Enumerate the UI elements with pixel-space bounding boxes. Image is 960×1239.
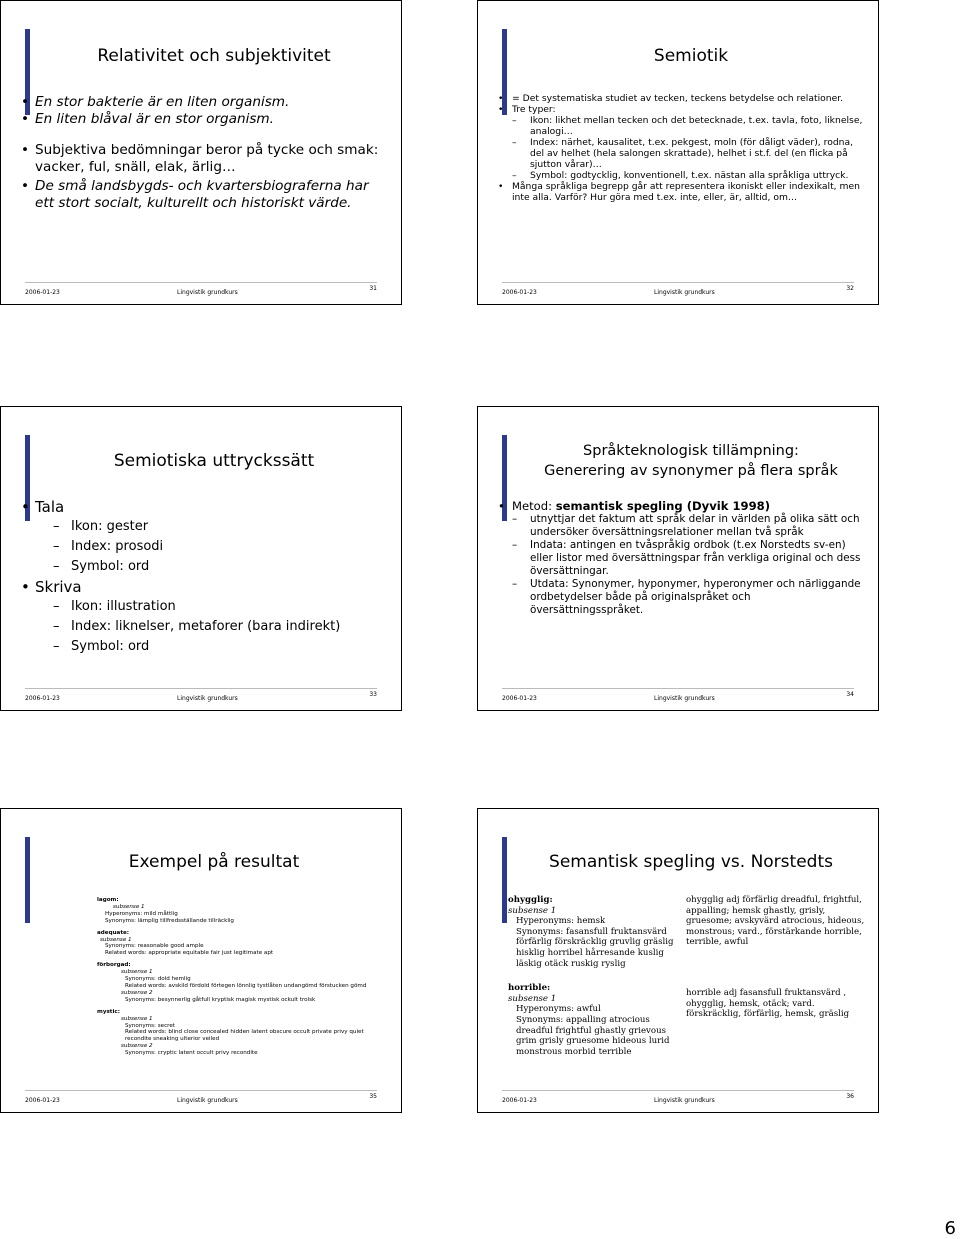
list-item: – Ikon: gester xyxy=(71,517,389,537)
slide-footer xyxy=(502,688,854,703)
subsense-label: subsense 1 xyxy=(121,969,153,976)
slide-title: Exempel på resultat xyxy=(128,852,300,872)
slide-35 xyxy=(0,808,402,1113)
slide-footer xyxy=(25,1090,377,1105)
entry-line: Related words: avskild fördold förtegen lönnlig tystlåten undangömd förstucken gömd xyxy=(125,982,367,989)
slide-title: Relativitet och subjektivitet xyxy=(97,46,331,66)
list-item: • De små landsbygds- och kvartersbiograferna har ett stort socialt, kulturellt och historiskt värde. xyxy=(35,178,389,212)
list-item: • Tre typer: xyxy=(512,104,866,115)
list-item: • Subjektiva bedömningar beror på tycke och smak: vacker, ful, snäll, elak, ärlig… xyxy=(35,142,389,176)
norstedts-entries xyxy=(686,895,870,1020)
accent-bar xyxy=(25,837,30,923)
slide-number: 32 xyxy=(846,285,854,292)
list-item: • = Det systematiska studiet av tecken, teckens betydelse och relationer. xyxy=(512,93,866,104)
footer-course: Lingvistik grundkurs xyxy=(177,289,238,296)
entry-word: lagom: xyxy=(97,897,119,903)
entry-word: horrible: xyxy=(508,983,551,994)
slide-number: 36 xyxy=(846,1093,854,1100)
entry-line: Synonyms: secret xyxy=(125,1022,175,1029)
slide-content xyxy=(512,499,866,617)
subsense-label: subsense 1 xyxy=(113,903,145,910)
list-item: – Index: närhet, kausalitet, t.ex. pekgest, moln (för dåligt väder), rodna, del av helhet (hela salongen skrattade), helhet i st.f. del (en flicka på sjutton vårar)… xyxy=(530,137,866,170)
list-item: • Metod: semantisk spegling (Dyvik 1998) xyxy=(512,499,866,513)
slide-footer xyxy=(502,1090,854,1105)
dictionary-entry: ohygglig adj förfärlig dreadful, frightful, appalling; hemsk ghastly, grisly, gruesome; avskyvärd atrocious, hideous, monstrous; vard., förstärkande horrible, terrible, awful xyxy=(686,895,865,948)
entry-word: förborgad: xyxy=(97,962,131,969)
slide-title: Semiotiska uttryckssätt xyxy=(113,451,315,471)
list-item: – Index: liknelser, metaforer (bara indirekt) xyxy=(71,617,389,637)
footer-date: 2006-01-23 xyxy=(502,289,537,296)
footer-date: 2006-01-23 xyxy=(502,1097,537,1104)
entry-line: Hyperonyms: hemsk xyxy=(516,916,606,927)
accent-bar xyxy=(502,837,507,923)
footer-course: Lingvistik grundkurs xyxy=(654,1097,715,1104)
list-item: • Många språkliga begrepp går att representera ikoniskt eller indexikalt, men inte alla. Varför? Hur göra med t.ex. inte, eller, är, alltid, om… xyxy=(512,181,866,203)
slide-title: Semiotik xyxy=(653,46,729,66)
slide-title: Semantisk spegling vs. Norstedts xyxy=(549,852,833,872)
slide-title: Språkteknologisk tillämpning: Generering av synonymer på flera språk xyxy=(544,443,838,479)
slide-content xyxy=(97,897,389,1057)
list-item: – Symbol: ord xyxy=(71,637,389,657)
slide-36 xyxy=(477,808,879,1113)
subsense-label: subsense 1 xyxy=(508,993,557,1004)
slide-number: 31 xyxy=(369,285,377,292)
entry-line: Related words: appropriate equitable fair just legitimate apt xyxy=(105,950,274,957)
entry-line: Synonyms: besynnerlig gåtfull kryptisk magisk mystisk ockult trolsk xyxy=(125,996,316,1003)
dictionary-entry: horrible adj fasansfull fruktansvärd , ohygglig, hemsk, otäck; vard. förskräcklig, förfärlig, hemsk, gräslig xyxy=(686,987,850,1020)
footer-course: Lingvistik grundkurs xyxy=(654,695,715,702)
slide-32 xyxy=(477,0,879,305)
footer-course: Lingvistik grundkurs xyxy=(654,289,715,296)
list-item: – Symbol: ord xyxy=(71,557,389,577)
slide-content xyxy=(512,93,866,203)
list-item: • En liten blåval är en stor organism. xyxy=(35,111,389,128)
list-item: – Ikon: illustration xyxy=(71,597,389,617)
slide-33 xyxy=(0,406,402,711)
subsense-label: subsense 1 xyxy=(100,936,132,943)
entry-line: Synonyms: fasansfull fruktansvärd förfärlig förskräcklig gruvlig gräslig hisklig horribel hårresande kuslig läskig otäck ruskig ryslig xyxy=(516,926,674,969)
slide-content xyxy=(35,497,389,657)
slide-content xyxy=(35,94,389,212)
entry-word: adequate: xyxy=(97,929,130,936)
list-item: – Utdata: Synonymer, hyponymer, hyperonymer och närliggande ordbetydelser både på originalspråket och översättningsspråket. xyxy=(530,578,866,617)
slide-number: 35 xyxy=(369,1093,377,1100)
footer-course: Lingvistik grundkurs xyxy=(177,1097,238,1104)
footer-date: 2006-01-23 xyxy=(25,695,60,702)
entry-line: Hyperonyms: awful xyxy=(516,1004,601,1015)
slide-footer xyxy=(502,282,854,297)
footer-date: 2006-01-23 xyxy=(502,695,537,702)
subsense-label: subsense 2 xyxy=(121,1043,153,1050)
entry-word: mystic: xyxy=(97,1008,120,1015)
slide-footer xyxy=(25,282,377,297)
footer-date: 2006-01-23 xyxy=(25,1097,60,1104)
list-item: – Index: prosodi xyxy=(71,537,389,557)
entry-line: Hyperonyms: mild måttlig xyxy=(105,910,178,917)
subsense-label: subsense 1 xyxy=(121,1015,153,1022)
entry-line: Synonyms: appalling atrocious dreadful frightful ghastly grievous grim grisly gruesome hideous lurid monstrous morbid terrible xyxy=(516,1014,670,1057)
entry-line: Synonyms: cryptic latent occult privy recondite xyxy=(125,1050,258,1057)
footer-date: 2006-01-23 xyxy=(25,289,60,296)
list-item: • Skriva xyxy=(35,577,389,597)
slide-footer xyxy=(25,688,377,703)
slide-34 xyxy=(477,406,879,711)
entry-line: Related words: blind close concealed hidden latent obscure occult private privy quiet recondite sneaking ulterior veiled xyxy=(125,1029,364,1043)
list-item: – utnyttjar det faktum att språk delar in världen på olika sätt och undersöker översättningsrelationer mellan två språk xyxy=(530,513,866,539)
slide-31 xyxy=(0,0,402,305)
list-item: – Indata: antingen en tvåspråkig ordbok (t.ex Norstedts sv-en) eller listor med översättningspar från verkliga original och dess översättningar. xyxy=(530,539,866,578)
list-item: • En stor bakterie är en liten organism. xyxy=(35,94,389,111)
entry-line: Synonyms: reasonable good ample xyxy=(105,943,204,950)
entry-word: ohygglig: xyxy=(508,895,553,905)
subsense-label: subsense 2 xyxy=(121,989,153,996)
slide-number: 34 xyxy=(846,691,854,698)
list-item: • Tala xyxy=(35,497,389,517)
footer-course: Lingvistik grundkurs xyxy=(177,695,238,702)
list-item: – Ikon: likhet mellan tecken och det betecknade, t.ex. tavla, foto, liknelse, analogi… xyxy=(530,115,866,137)
page-number: 6 xyxy=(944,1218,956,1239)
subsense-label: subsense 1 xyxy=(508,905,557,916)
entry-line: Synonyms: lämplig tillfredsställande tillräcklig xyxy=(105,917,234,924)
mirror-result xyxy=(508,895,676,1057)
list-item: – Symbol: godtycklig, konventionell, t.ex. nästan alla språkliga uttryck. xyxy=(530,170,866,181)
slide-number: 33 xyxy=(369,691,377,698)
entry-line: Synonyms: dold hemlig xyxy=(125,976,191,983)
